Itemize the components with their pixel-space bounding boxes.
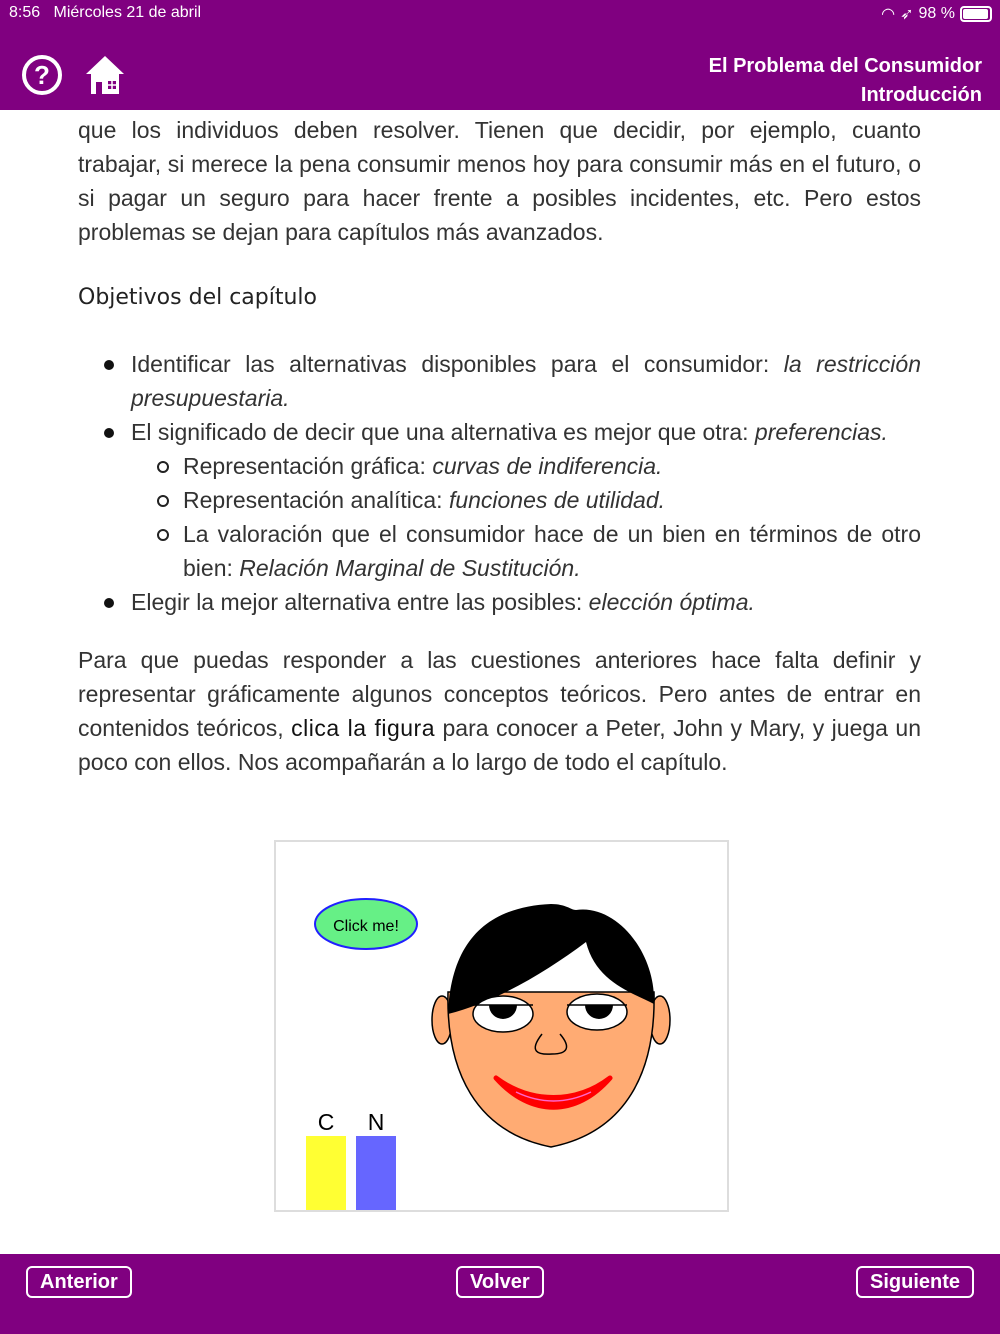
item-emphasis: Relación Marginal de Sustitución. [239,555,581,581]
objectives-list [78,347,921,619]
para-bold: clica la figura [291,715,436,741]
status-time-date [9,4,201,22]
item-emphasis: la restricción presupuestaria. [131,351,921,411]
content [78,113,921,811]
top-bar [0,0,1000,110]
instructions-paragraph [78,643,921,779]
item-emphasis: elección óptima. [588,589,755,615]
section-title: Introducción [860,84,982,106]
page-title [709,52,982,110]
item-emphasis: funciones de utilidad. [448,487,666,513]
status-time: 8:56 [9,4,41,21]
list-item [131,449,921,483]
home-icon[interactable] [84,54,126,96]
list-item [78,585,921,619]
bar-n-label: N [367,1109,385,1135]
click-me-bubble[interactable] [315,899,417,949]
face [432,904,670,1147]
interactive-figure[interactable] [274,840,729,1212]
bar-n [356,1136,396,1210]
click-me-label: Click me! [333,918,399,935]
previous-button[interactable]: Anterior [26,1266,132,1298]
list-item [78,415,921,585]
help-icon[interactable]: ? [22,55,62,95]
next-button[interactable]: Siguiente [856,1266,974,1298]
intro-paragraph: que los individuos deben resolver. Tienen que decidir, por ejemplo, cuanto trabajar, si merece la pena consumir menos hoy para consumir más en el futuro, o si pagar un seguro para hacer frente a posibles incidentes, etc. Pero estos problemas se dejan para capítulos más avanzados. [78,117,921,245]
status-date: Miércoles 21 de abril [53,4,202,21]
objectives-heading: Objetivos del capítulo [78,285,318,310]
item-text: Representación gráfica: [183,453,433,479]
sub-list [131,449,921,585]
face-figure [276,842,727,1210]
wifi-icon: ◠ [881,6,896,23]
para-text: para conocer a Peter, John y Mary, y juega un poco con ellos. Nos acompañarán a lo largo de todo el capítulo. [78,715,921,775]
battery-icon [960,6,992,22]
item-text: Representación analítica: [183,487,449,513]
item-emphasis: curvas de indiferencia. [432,453,663,479]
item-text: Elegir la mejor alternativa entre las posibles: [131,589,589,615]
item-emphasis: preferencias. [754,419,888,445]
list-item [131,517,921,585]
location-icon: ➶ [900,6,914,23]
list-item [78,347,921,415]
item-text: La valoración que el consumidor hace de un bien en términos de otro bien: [183,521,921,581]
chapter-title: El Problema del Consumidor [708,55,982,77]
list-item [131,483,921,517]
battery-text: 98 % [918,5,955,22]
back-button[interactable]: Volver [456,1266,544,1298]
status-right [881,4,992,24]
para-text: Para que puedas responder a las cuestiones anteriores hace falta definir y representar gráficamente algunos conceptos teóricos. Pero antes de entrar en contenidos teóricos, [78,647,921,741]
item-text: Identificar las alternativas disponibles para el consumidor: [131,351,784,377]
bottom-nav [0,1254,1000,1334]
item-text: El significado de decir que una alternativa es mejor que otra: [131,419,755,445]
bar-c-label: C [317,1109,335,1135]
bar-c [306,1136,346,1210]
